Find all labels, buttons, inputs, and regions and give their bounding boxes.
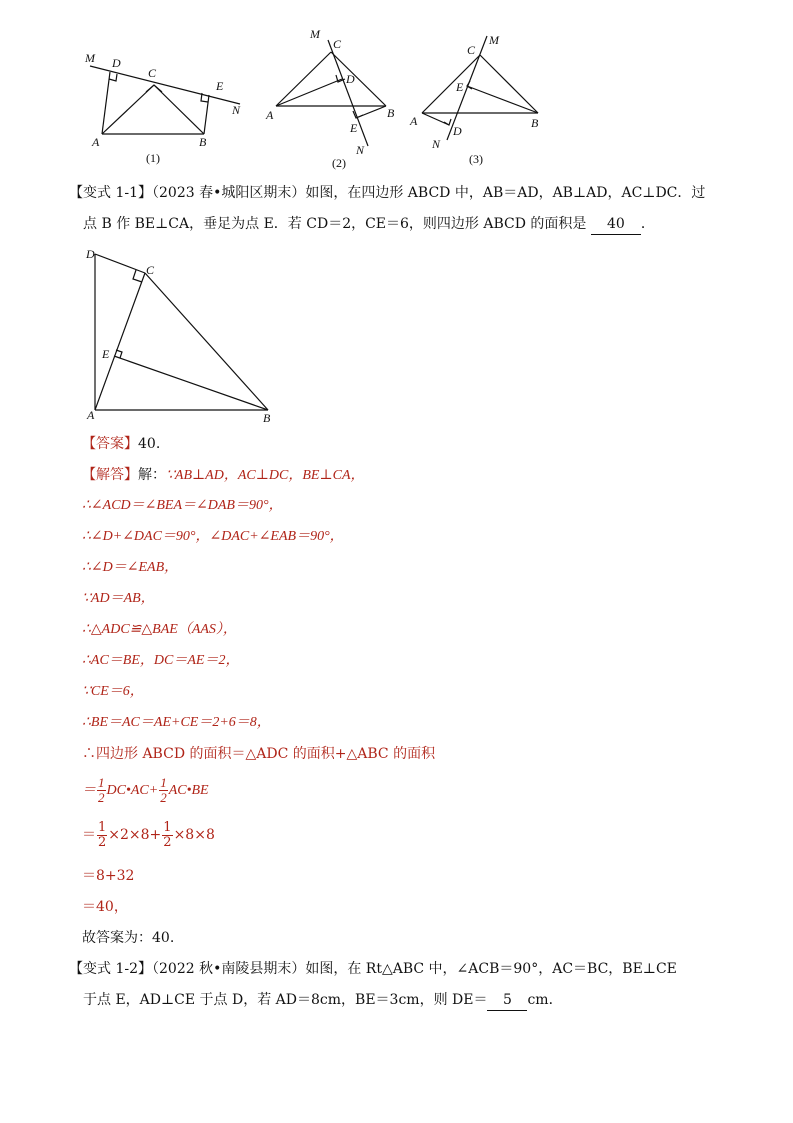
problem-1-1-line-1 xyxy=(69,183,705,203)
solution-step-13: ＝8+32 xyxy=(82,868,135,884)
fraction-half: $\frac{1}{2}$ xyxy=(160,775,167,806)
problem-1-1-text-end: ． xyxy=(640,216,655,232)
quad-label-E: E xyxy=(102,347,110,361)
answer-line xyxy=(82,434,160,454)
problem-1-1-line-2 xyxy=(83,214,655,235)
problem-1-1-tag: 【变式 1-1】 xyxy=(69,185,152,201)
quad-label-D: D xyxy=(86,247,95,261)
solution-step-8: ∵CE＝6， xyxy=(82,684,144,699)
fraction-half: $\frac{1}{2}$ xyxy=(98,775,105,806)
step-12-part-b: ×8×8 xyxy=(173,827,215,843)
solution-step-2: ∴∠ACD＝∠BEA＝∠DAB＝90°， xyxy=(82,498,283,513)
fig2-label-M: M xyxy=(310,27,320,41)
solution-step-9: ∴BE＝AC＝AE+CE＝2+6＝8， xyxy=(82,715,271,730)
fig3-caption: (3) xyxy=(469,152,483,166)
fig3-label-M: M xyxy=(489,33,499,47)
fig2-caption: (2) xyxy=(332,156,346,170)
solution-step-10: ∴四边形 ABCD 的面积＝△ADC 的面积+△ABC 的面积 xyxy=(82,746,436,762)
answer-blank: 40 xyxy=(591,214,641,235)
fraction-half: $\frac{1}{2}$ xyxy=(98,819,107,850)
fig1-label-A: A xyxy=(92,135,100,149)
solution-line-1 xyxy=(82,465,365,486)
fraction-half: $\frac{1}{2}$ xyxy=(163,819,172,850)
solution-step-7: ∴AC＝BE，DC＝AE＝2， xyxy=(82,653,240,668)
fig3-label-B: B xyxy=(531,116,539,130)
fig1-label-M: M xyxy=(85,51,95,65)
figure-3 xyxy=(422,36,538,140)
figure-2 xyxy=(276,40,386,146)
fig1-label-D: D xyxy=(112,56,121,70)
solution-step-11 xyxy=(82,774,209,808)
problem-1-2-line-1 xyxy=(69,959,677,979)
solution-step-5: ∵AD＝AB， xyxy=(82,591,155,606)
quad-label-B: B xyxy=(263,411,271,425)
solution-step-3: ∴∠D+∠DAC＝90°，∠DAC+∠EAB＝90°， xyxy=(82,529,344,544)
solution-step-1: ∵AB⊥AD，AC⊥DC，BE⊥CA， xyxy=(166,468,365,483)
fig1-label-B: B xyxy=(199,135,207,149)
problem-1-1 xyxy=(69,183,789,243)
fig3-label-E: E xyxy=(456,80,464,94)
step-11-eq: ＝ xyxy=(82,783,96,798)
fig1-label-E: E xyxy=(216,79,224,93)
top-figures xyxy=(80,22,539,172)
fig1-label-C: C xyxy=(148,66,157,80)
quad-label-C: C xyxy=(146,263,155,277)
step-12-part-a: ×2×8+ xyxy=(108,827,162,843)
problem-1-1-source: （2023 春•城阳区期末） xyxy=(152,185,306,201)
problem-1-2-tag: 【变式 1-2】 xyxy=(69,961,152,977)
solution-step-12 xyxy=(82,818,215,852)
answer-value: 40. xyxy=(138,436,161,452)
fig2-label-D: D xyxy=(346,72,355,86)
problem-1-1-text-2: 点 B 作 BE⊥CA，垂足为点 E．若 CD＝2，CE＝6，则四边形 ABCD 的面积是 xyxy=(83,216,587,232)
solution-step-4: ∴∠D＝∠EAB， xyxy=(82,560,179,575)
fig3-label-C: C xyxy=(467,43,476,57)
fig1-caption: (1) xyxy=(146,151,160,165)
problem-1-2-source: （2022 秋•南陵县期末） xyxy=(152,961,306,977)
problem-1-2-text-end: cm． xyxy=(527,992,563,1008)
answer-blank-2: 5 xyxy=(487,990,527,1011)
fig2-label-N: N xyxy=(356,143,365,157)
problem-1-1-text-1: 如图，在四边形 ABCD 中，AB＝AD，AB⊥AD，AC⊥DC．过 xyxy=(305,185,706,201)
step-11-part-a: DC•AC+ xyxy=(106,783,159,798)
quad-label-A: A xyxy=(87,408,95,422)
problem-1-2 xyxy=(69,959,789,1019)
step-11-part-b: AC•BE xyxy=(168,783,209,798)
fig2-label-E: E xyxy=(350,121,358,135)
solution-block xyxy=(82,434,782,954)
step-12-eq: ＝ xyxy=(82,827,96,843)
solution-step-14: ＝40， xyxy=(82,899,128,915)
fig3-label-N: N xyxy=(432,137,441,151)
problem-1-2-text-2: 于点 E，AD⊥CE 于点 D，若 AD＝8cm，BE＝3cm，则 DE＝ xyxy=(83,992,488,1008)
answer-label: 【答案】 xyxy=(82,436,138,452)
fig2-label-A: A xyxy=(266,108,274,122)
figure-1 xyxy=(90,66,240,134)
fig1-label-N: N xyxy=(232,103,241,117)
quadrilateral-figure xyxy=(80,244,280,429)
solution-step-6: ∴△ADC≌△BAE（AAS）， xyxy=(82,622,237,637)
fig3-label-A: A xyxy=(410,114,418,128)
solution-label: 【解答】 xyxy=(82,467,138,483)
solution-intro: 解： xyxy=(138,467,166,483)
fig3-label-D: D xyxy=(453,124,462,138)
problem-1-2-line-2 xyxy=(83,990,563,1011)
fig2-label-B: B xyxy=(387,106,395,120)
problem-1-2-text-1: 如图，在 Rt△ABC 中，∠ACB＝90°，AC＝BC，BE⊥CE xyxy=(305,961,677,977)
solution-conclusion: 故答案为：40. xyxy=(82,930,175,946)
fig2-label-C: C xyxy=(333,37,342,51)
